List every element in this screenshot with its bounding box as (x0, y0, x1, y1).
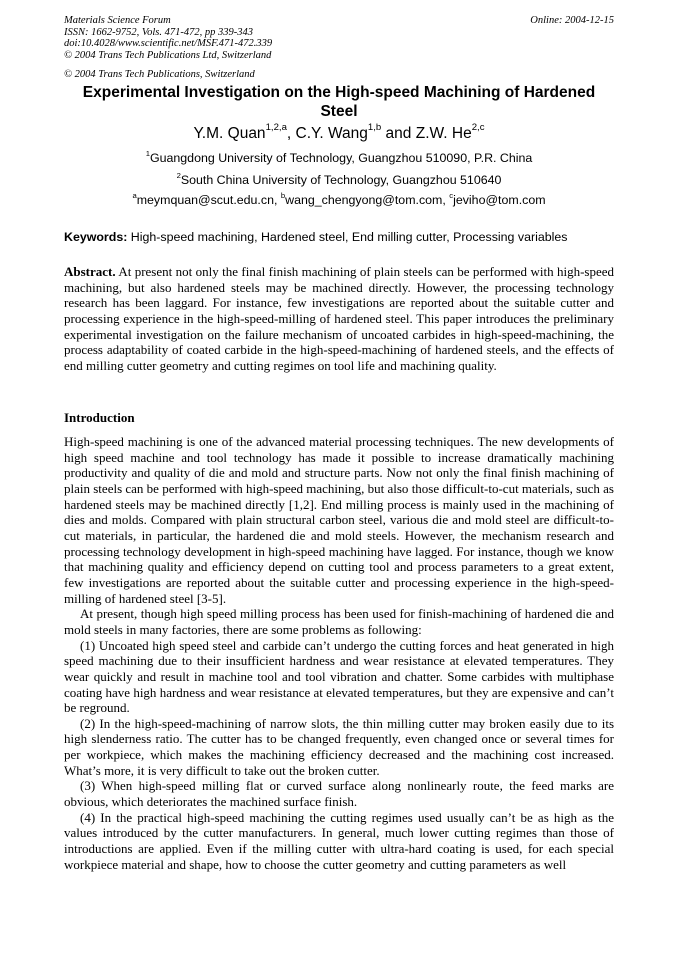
email-marker: c (449, 190, 454, 200)
author-list (64, 122, 614, 143)
keywords-text: High-speed machining, Hardened steel, End milling cutter, Processing variables (127, 230, 568, 244)
author-name: C.Y. Wang (295, 125, 368, 142)
section-heading-introduction: Introduction (64, 410, 135, 425)
email-marker: b (280, 190, 286, 200)
author-name: Y.M. Quan (193, 125, 266, 142)
affiliation-marker: 2 (176, 170, 181, 180)
author-separator: , (286, 125, 296, 142)
affiliation-1 (64, 148, 614, 166)
author-superscript: 1,2,a (265, 122, 287, 134)
doi-line: doi:10.4028/www.scientific.net/MSF.471-472.339 (64, 38, 273, 49)
affiliation-marker: 1 (145, 148, 150, 158)
author-superscript: 1,b (367, 122, 382, 134)
keywords (64, 230, 614, 245)
introduction-body (64, 434, 614, 872)
email-address: meymquan@scut.edu.cn, (136, 193, 281, 207)
abstract-text: At present not only the final finish machining of plain steels can be performed with high-speed machining, but also hardened steels may be machined directly. However, the processing technology research has been laggard. For instance, few investigations are reported about the suitable cutter and processing experience in the high-speed-milling of hardened steel. This paper introduces the preliminary experimental investigation on the failure mechanism of uncoated carbides in high-speed-machining, the process adaptability of coated carbide in the high-speed-machining of hardened steels, and the effects of end milling cutter geometry and cutting regimes on tool life and machining quality. (64, 264, 614, 373)
email-address: wang_chengyong@tom.com, (285, 193, 450, 207)
paragraph: High-speed machining is one of the advanced material processing techniques. The new developments of high speed machine and tool technology has made it possible to increase dramatically machining productivity and quality of die and mold and structure parts. Now not only the final finish machining of plain steels can be performed with high-speed machining, but also those difficult-to-cut materials, such as hardened steels may be machined directly [1,2]. End milling process is mainly used in the machining of dies and molds. Compared with plain structural carbon steel, various die and mold steel are difficult-to-cut materials, in particular, the hardened die and mold steels. However, the mechanism research and processing technology development in high-speed machining have lagged. For instance, though we know that machining quality and efficiency depend on cutting tool and process parameters to a great extent, few investigations are reported about the suitable cutter and processing experience in the high-speed-milling of hardened steel [3-5]. (64, 434, 614, 606)
author-superscript: 2,c (471, 122, 485, 134)
email-line (64, 190, 614, 208)
author-separator: and (381, 125, 416, 142)
author-name: Z.W. He (415, 125, 472, 142)
abstract-label: Abstract. (64, 264, 116, 279)
paragraph: (3) When high-speed milling flat or curved surface along nonlinearly route, the feed marks are obvious, which deteriorates the machined surface finish. (64, 778, 614, 810)
keywords-label: Keywords: (64, 230, 128, 244)
email-marker: a (132, 190, 137, 200)
paragraph: (4) In the practical high-speed machining the cutting regimes used usually can’t be as high as the values introduced by the cutter manufacturers. In general, much lower cutting regimes than those of introductions are applied. Even if the milling cutter with ultra-hard coating is used, for each special workpiece material and shape, how to choose the cutter geometry and cutting parameters as well (64, 809, 614, 872)
journal-header (64, 15, 272, 61)
paragraph: (2) In the high-speed-machining of narrow slots, the thin milling cutter may broken easily due to its high slenderness ratio. The cutter has to be changed frequently, even changed once or several times for per workpiece, which makes the machining efficiency decreased and the machining cost increased. What’s more, it is very difficult to take out the broken cutter. (64, 715, 614, 778)
copyright-notice: © 2004 Trans Tech Publications, Switzerland (64, 69, 255, 80)
affiliation-2 (64, 170, 614, 188)
paragraph: At present, though high speed milling process has been used for finish-machining of hardened die and mold steels in many factories, there are some problems as following: (64, 606, 614, 637)
issn-line: ISSN: 1662-9752, Vols. 471-472, pp 339-343 (64, 26, 253, 38)
abstract (64, 264, 614, 374)
journal-name: Materials Science Forum (64, 15, 171, 26)
affiliation-text: Guangdong University of Technology, Guangzhou 510090, P.R. China (149, 151, 533, 165)
paper-title: Experimental Investigation on the High-speed Machining of Hardened Steel (82, 84, 596, 120)
paragraph: (1) Uncoated high speed steel and carbide can’t undergo the cutting forces and heat generated in high speed machining due to their insufficient hardness and wear resistance at elevated temperatures. They wear quickly and result in machine tool and tool vibration and chatter. Some carbides with multiphase coating have high hardness and wear resistance at elevated temperatures, but they are expensive and can’t be reground. (64, 637, 614, 716)
publisher-copyright: © 2004 Trans Tech Publications Ltd, Switzerland (64, 49, 272, 61)
affiliation-text: South China University of Technology, Guangzhou 510640 (180, 173, 502, 187)
email-address: jeviho@tom.com (453, 193, 546, 207)
online-date: Online: 2004-12-15 (530, 15, 614, 26)
